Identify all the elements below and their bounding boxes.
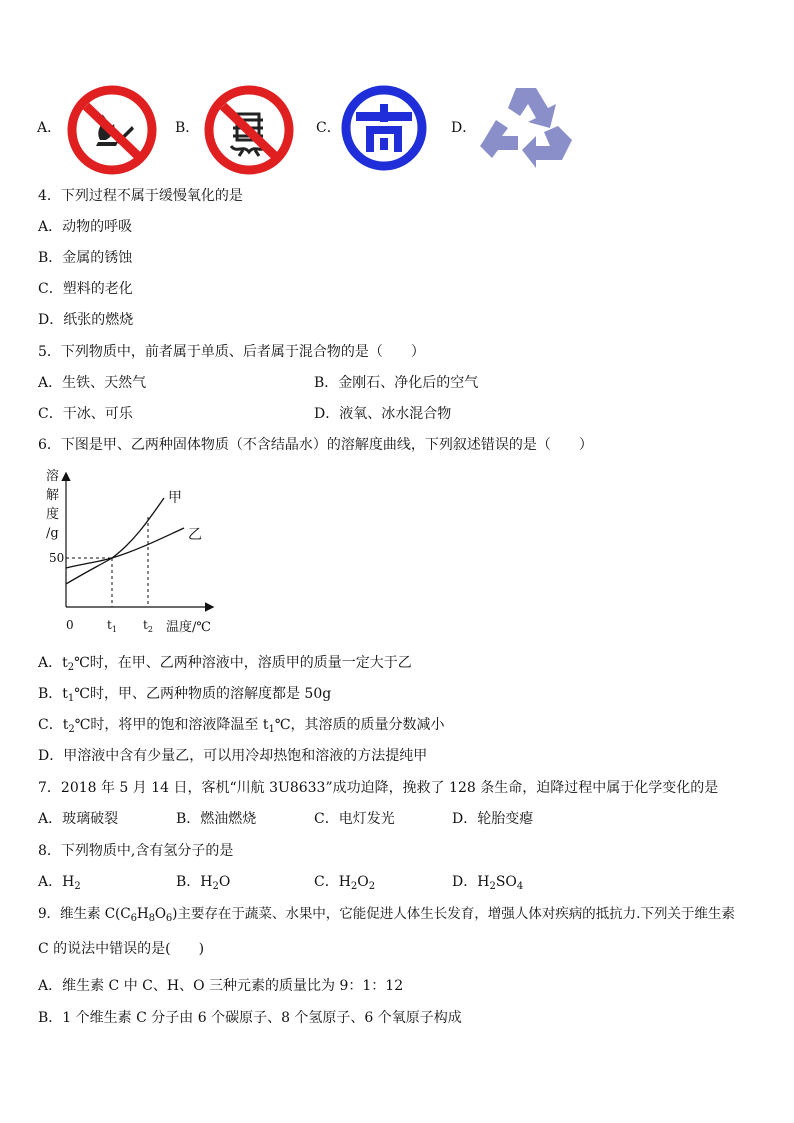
series-label-yi: 乙 bbox=[188, 527, 202, 543]
q8-option-c-post: O bbox=[357, 874, 369, 890]
q5-option-c: C．干冰、可乐 bbox=[38, 406, 133, 422]
sign-b-label: B． bbox=[175, 120, 200, 136]
q4-option-d: D．纸张的燃烧 bbox=[38, 312, 134, 328]
q9-stem-line1 bbox=[38, 905, 735, 928]
q6-option-d: D．甲溶液中含有少量乙，可以用冷却热饱和溶液的方法提纯甲 bbox=[38, 748, 428, 764]
no-fireworks-icon bbox=[203, 84, 295, 180]
q4-stem: 4．下列过程不属于缓慢氧化的是 bbox=[38, 188, 243, 204]
recycling-icon bbox=[478, 84, 574, 176]
q8-option-b-post: O bbox=[218, 874, 231, 890]
q8-option-b bbox=[176, 873, 230, 896]
q8-option-d-sub2: 4 bbox=[516, 881, 524, 892]
solubility-chart bbox=[38, 464, 228, 644]
q6-option-b bbox=[38, 685, 331, 708]
q8-stem: 8．下列物质中,含有氢分子的是 bbox=[38, 843, 234, 859]
x-tick-subscript: 1 bbox=[111, 625, 117, 634]
q8-option-b-pre: B．H bbox=[176, 874, 213, 890]
no-smoking-icon bbox=[66, 84, 158, 180]
q9-stem-pre: 9．维生素 C(C bbox=[38, 906, 131, 922]
q6-option-c bbox=[38, 716, 445, 739]
q6-option-b-sub: 1 bbox=[67, 693, 75, 704]
q9-option-a: A．维生素 C 中 C、H、O 三种元素的质量比为 9：1：12 bbox=[38, 978, 404, 994]
q6-option-c-sub: 2 bbox=[68, 724, 75, 735]
q8-option-d-post: SO bbox=[495, 874, 517, 890]
y-axis-label-char: 溶 bbox=[46, 469, 60, 484]
q8-option-a-sub: 2 bbox=[74, 881, 81, 892]
q6-option-c-mid: ℃时，将甲的饱和溶液降温至 t bbox=[74, 717, 269, 733]
q6-option-c-pre: C．t bbox=[38, 717, 69, 733]
q8-option-c-sub2: 2 bbox=[368, 881, 376, 892]
q9-option-b: B．1 个维生素 C 分子由 6 个碳原子、8 个氢原子、6 个氧原子构成 bbox=[38, 1010, 462, 1026]
q9-stem-post: )主要存在于蔬菜、水果中，它能促进人体生长发育，增强人体对疾病的抵抗力.下列关于维生素 bbox=[172, 906, 735, 922]
q7-option-a: A．玻璃破裂 bbox=[38, 811, 119, 827]
series-line-yi bbox=[66, 528, 184, 568]
q7-option-b: B．燃油燃烧 bbox=[176, 811, 257, 827]
series-line-jia bbox=[66, 498, 164, 584]
q9-stem-h: H bbox=[136, 906, 149, 922]
q9-stem-o: O bbox=[154, 906, 166, 922]
q8-option-d bbox=[452, 873, 523, 896]
x-tick-label: $t_1$ bbox=[107, 618, 117, 634]
y-axis-label-char: /g bbox=[46, 526, 59, 541]
q8-option-d-sub: 2 bbox=[489, 881, 496, 892]
q7-option-d: D．轮胎变瘪 bbox=[452, 811, 534, 827]
q6-option-c-sub2: 1 bbox=[268, 724, 275, 735]
q8-option-b-sub: 2 bbox=[212, 881, 219, 892]
q4-option-a: A．动物的呼吸 bbox=[38, 219, 133, 235]
q9-stem-sub1: 6 bbox=[130, 913, 137, 924]
q6-option-a-pre: A．t bbox=[38, 655, 68, 671]
x-tick-subscript: 2 bbox=[147, 625, 153, 634]
q4-option-b: B．金属的锈蚀 bbox=[38, 250, 133, 266]
y-axis-label-char: 度 bbox=[46, 507, 60, 522]
q8-option-d-pre: D．H bbox=[452, 874, 490, 890]
q8-option-a-pre: A．H bbox=[38, 874, 75, 890]
q5-stem: 5．下列物质中，前者属于单质、后者属于混合物的是（ ） bbox=[38, 344, 425, 360]
origin-label: 0 bbox=[66, 618, 74, 632]
q4-option-c: C．塑料的老化 bbox=[38, 281, 133, 297]
solubility-chart-svg bbox=[38, 464, 228, 644]
q6-stem: 6．下图是甲、乙两种固体物质（不含结晶水）的溶解度曲线，下列叙述错误的是（ ） bbox=[38, 437, 593, 453]
series-label-jia: 甲 bbox=[168, 490, 182, 506]
q8-option-c-sub: 2 bbox=[350, 881, 358, 892]
sign-c-label: C． bbox=[316, 120, 341, 136]
q5-option-d: D．液氧、冰水混合物 bbox=[314, 406, 452, 422]
x-axis-label: 温度/℃ bbox=[166, 620, 211, 635]
sign-d-label: D． bbox=[451, 120, 477, 136]
sign-a-label: A． bbox=[37, 120, 62, 136]
q6-option-a-sub: 2 bbox=[67, 662, 75, 673]
q7-option-c: C．电灯发光 bbox=[314, 811, 395, 827]
x-tick-label: $t_2$ bbox=[143, 618, 153, 634]
water-saving-icon bbox=[340, 84, 428, 176]
q6-option-a bbox=[38, 654, 412, 677]
q6-option-a-post: ℃时，在甲、乙两种溶液中，溶质甲的质量一定大于乙 bbox=[74, 655, 412, 671]
q6-option-c-post: ℃，其溶质的质量分数减小 bbox=[274, 717, 445, 733]
q6-option-b-pre: B．t bbox=[38, 686, 68, 702]
q5-option-a: A．生铁、天然气 bbox=[38, 375, 147, 391]
q6-option-b-post: ℃时，甲、乙两种物质的溶解度都是 50g bbox=[74, 686, 332, 702]
y-tick-label: 50 bbox=[49, 551, 65, 565]
q8-option-c bbox=[314, 873, 375, 896]
q8-option-a bbox=[38, 873, 81, 896]
q9-stem-sub3: 6 bbox=[165, 913, 173, 924]
q9-stem-line2: C 的说法中错误的是( ) bbox=[38, 941, 205, 957]
q8-option-c-pre: C．H bbox=[314, 874, 351, 890]
y-axis-label-char: 解 bbox=[46, 488, 60, 503]
q9-stem-sub2: 8 bbox=[148, 913, 155, 924]
q7-stem: 7．2018 年 5 月 14 日，客机“川航 3U8633”成功迫降，挽救了 128 条生命，迫降过程中属于化学变化的是 bbox=[38, 780, 719, 796]
q5-option-b: B．金刚石、净化后的空气 bbox=[314, 375, 479, 391]
